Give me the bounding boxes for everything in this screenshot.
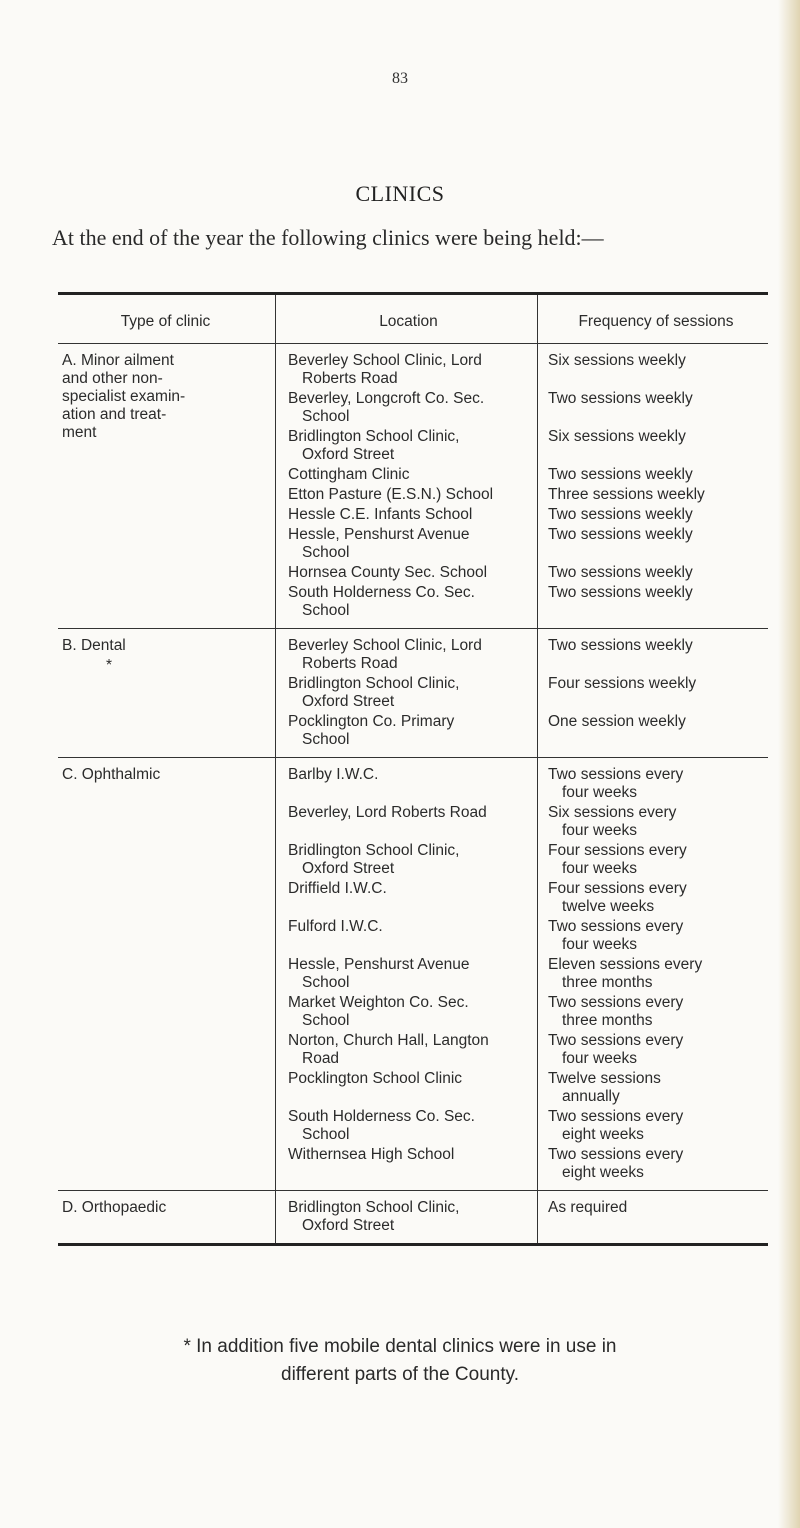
frequency-entry [548, 880, 764, 916]
location-line: Roberts Road [302, 655, 398, 672]
frequency-entry [548, 842, 764, 878]
clinic-type-cell [58, 344, 275, 628]
location-line: School [302, 731, 350, 748]
location-line: South Holderness Co. Sec. [288, 584, 475, 601]
frequency-line: annually [562, 1088, 620, 1105]
location-entry [288, 1070, 529, 1106]
clinic-type-cell [58, 758, 275, 1190]
frequency-line: eight weeks [562, 1126, 644, 1143]
location-entry [288, 506, 529, 524]
header-location: Location [275, 295, 538, 343]
location-line: Hessle, Penshurst Avenue [288, 526, 470, 543]
frequency-line: Eleven sessions every [548, 956, 703, 973]
clinic-type-line: specialist examin- [62, 388, 186, 405]
location-entry [288, 956, 529, 992]
location-entry [288, 352, 529, 388]
table-section-row [58, 629, 768, 758]
footnote-marker: * [106, 657, 113, 674]
frequency-entry [548, 675, 764, 711]
frequency-entry [548, 1032, 764, 1068]
location-entry [288, 526, 529, 562]
location-entry [288, 675, 529, 711]
location-entry [288, 1146, 529, 1182]
clinic-type-line: ation and treat- [62, 406, 167, 423]
frequency-line: As required [548, 1199, 628, 1216]
location-line: Market Weighton Co. Sec. [288, 994, 469, 1011]
footnote-line: * In addition five mobile dental clinics were in use in [183, 1336, 617, 1357]
page-edge-shadow [778, 0, 800, 1528]
header-frequency: Frequency of sessions [578, 313, 734, 330]
location-line: Bridlington School Clinic, [288, 842, 460, 859]
location-line: Pocklington Co. Primary [288, 713, 455, 730]
location-cell [275, 758, 538, 1190]
frequency-line: four weeks [562, 822, 637, 839]
frequency-line: three months [562, 1012, 653, 1029]
location-line: Etton Pasture (E.S.N.) School [288, 486, 494, 503]
table-section-row [58, 1191, 768, 1243]
table-header-row [58, 295, 768, 344]
location-line: Beverley, Longcroft Co. Sec. [288, 390, 485, 407]
location-line: School [302, 602, 350, 619]
location-entry [288, 428, 529, 464]
location-line: Roberts Road [302, 370, 398, 387]
location-line [288, 1088, 529, 1106]
frequency-line [548, 693, 764, 711]
location-line: School [302, 974, 350, 991]
frequency-cell [538, 344, 768, 628]
frequency-line: Three sessions weekly [548, 486, 705, 503]
frequency-entry [548, 466, 764, 484]
location-cell [275, 1191, 538, 1243]
location-entry [288, 466, 529, 484]
table-section-row [58, 344, 768, 629]
frequency-line [548, 544, 764, 562]
clinic-type-line: D. Orthopaedic [62, 1199, 167, 1216]
frequency-entry [548, 804, 764, 840]
frequency-line: Two sessions every [548, 766, 684, 783]
location-line: Hessle, Penshurst Avenue [288, 956, 470, 973]
location-line: Beverley School Clinic, Lord [288, 637, 482, 654]
frequency-line: Six sessions every [548, 804, 677, 821]
location-line: Oxford Street [302, 693, 395, 710]
location-line [288, 1164, 529, 1182]
frequency-line: Two sessions every [548, 1146, 684, 1163]
location-line: School [302, 544, 350, 561]
location-line [288, 822, 529, 840]
frequency-entry [548, 713, 764, 749]
location-line: Pocklington School Clinic [288, 1070, 463, 1087]
location-line: Barlby I.W.C. [288, 766, 379, 783]
frequency-line [548, 731, 764, 749]
page-number: 83 [392, 70, 408, 87]
location-entry [288, 486, 529, 504]
frequency-line: Two sessions weekly [548, 506, 693, 523]
location-line: Withernsea High School [288, 1146, 455, 1163]
clinic-type-line: A. Minor ailment [62, 352, 174, 369]
clinic-type-cell [58, 629, 275, 757]
location-line: Hornsea County Sec. School [288, 564, 488, 581]
frequency-line: One session weekly [548, 713, 686, 730]
location-line: Oxford Street [302, 860, 395, 877]
frequency-line [548, 1217, 764, 1235]
location-entry [288, 1032, 529, 1068]
frequency-entry [548, 1146, 764, 1182]
frequency-entry [548, 428, 764, 464]
frequency-cell [538, 758, 768, 1190]
frequency-line: Two sessions every [548, 1108, 684, 1125]
location-line: Road [302, 1050, 340, 1067]
location-entry [288, 1108, 529, 1144]
frequency-line: Two sessions weekly [548, 526, 693, 543]
frequency-line: eight weeks [562, 1164, 644, 1181]
frequency-line: Two sessions weekly [548, 466, 693, 483]
location-line: Fulford I.W.C. [288, 918, 383, 935]
frequency-line: Six sessions weekly [548, 352, 686, 369]
frequency-line [548, 370, 764, 388]
frequency-line [548, 446, 764, 464]
frequency-entry [548, 1199, 764, 1235]
frequency-entry [548, 994, 764, 1030]
clinic-type-line: and other non- [62, 370, 163, 387]
frequency-entry [548, 637, 764, 673]
frequency-line: Two sessions every [548, 1032, 684, 1049]
clinic-type-line: C. Ophthalmic [62, 766, 161, 783]
location-entry [288, 637, 529, 673]
table-section-row [58, 758, 768, 1191]
location-line [288, 898, 529, 916]
frequency-entry [548, 918, 764, 954]
frequency-line: Two sessions weekly [548, 584, 693, 601]
clinic-type-cell [58, 1191, 275, 1243]
frequency-entry [548, 1070, 764, 1106]
frequency-line: Two sessions every [548, 918, 684, 935]
location-entry [288, 918, 529, 954]
location-line: Bridlington School Clinic, [288, 428, 460, 445]
frequency-line [548, 655, 764, 673]
location-entry [288, 564, 529, 582]
location-line: Norton, Church Hall, Langton [288, 1032, 489, 1049]
frequency-entry [548, 766, 764, 802]
frequency-entry [548, 956, 764, 992]
header-type: Type of clinic [120, 313, 211, 330]
location-line: Bridlington School Clinic, [288, 675, 460, 692]
location-entry [288, 390, 529, 426]
frequency-entry [548, 390, 764, 426]
location-entry [288, 1199, 529, 1235]
frequency-line: Four sessions every [548, 842, 687, 859]
location-line [288, 784, 529, 802]
frequency-entry [548, 584, 764, 620]
location-entry [288, 842, 529, 878]
frequency-entry [548, 1108, 764, 1144]
frequency-line: four weeks [562, 784, 637, 801]
location-line [288, 936, 529, 954]
location-entry [288, 766, 529, 802]
location-entry [288, 994, 529, 1030]
location-line: Beverley, Lord Roberts Road [288, 804, 487, 821]
frequency-entry [548, 486, 764, 504]
frequency-line: Two sessions weekly [548, 564, 693, 581]
frequency-line: Four sessions every [548, 880, 687, 897]
frequency-line [548, 602, 764, 620]
frequency-line: Four sessions weekly [548, 675, 697, 692]
location-line: Driffield I.W.C. [288, 880, 387, 897]
table-bottom-rule [58, 1243, 768, 1246]
location-line: School [302, 408, 350, 425]
footnote-line: different parts of the County. [281, 1364, 519, 1385]
frequency-line: four weeks [562, 936, 637, 953]
intro-text: At the end of the year the following clinics were being held:— [52, 225, 604, 250]
frequency-line [548, 408, 764, 426]
location-entry [288, 804, 529, 840]
clinics-table [58, 292, 768, 1246]
location-line: Bridlington School Clinic, [288, 1199, 460, 1216]
location-line: Oxford Street [302, 1217, 395, 1234]
frequency-line: Two sessions every [548, 994, 684, 1011]
frequency-line: three months [562, 974, 653, 991]
footnote [0, 1333, 800, 1389]
location-cell [275, 629, 538, 757]
location-entry [288, 584, 529, 620]
clinic-type-line: B. Dental [62, 637, 126, 654]
location-line: Hessle C.E. Infants School [288, 506, 473, 523]
frequency-line: Six sessions weekly [548, 428, 686, 445]
location-cell [275, 344, 538, 628]
page-title: CLINICS [355, 181, 445, 206]
frequency-line: Two sessions weekly [548, 390, 693, 407]
frequency-line: twelve weeks [562, 898, 655, 915]
frequency-entry [548, 506, 764, 524]
location-line: South Holderness Co. Sec. [288, 1108, 475, 1125]
frequency-cell [538, 1191, 768, 1243]
frequency-entry [548, 526, 764, 562]
clinic-type-line: ment [62, 424, 97, 441]
location-entry [288, 713, 529, 749]
frequency-entry [548, 564, 764, 582]
frequency-line: Twelve sessions [548, 1070, 661, 1087]
location-line: School [302, 1012, 350, 1029]
frequency-line: four weeks [562, 860, 637, 877]
location-line: Cottingham Clinic [288, 466, 410, 483]
location-line: Beverley School Clinic, Lord [288, 352, 482, 369]
frequency-line: Two sessions weekly [548, 637, 693, 654]
frequency-entry [548, 352, 764, 388]
frequency-line: four weeks [562, 1050, 637, 1067]
location-entry [288, 880, 529, 916]
frequency-cell [538, 629, 768, 757]
location-line: School [302, 1126, 350, 1143]
location-line: Oxford Street [302, 446, 395, 463]
